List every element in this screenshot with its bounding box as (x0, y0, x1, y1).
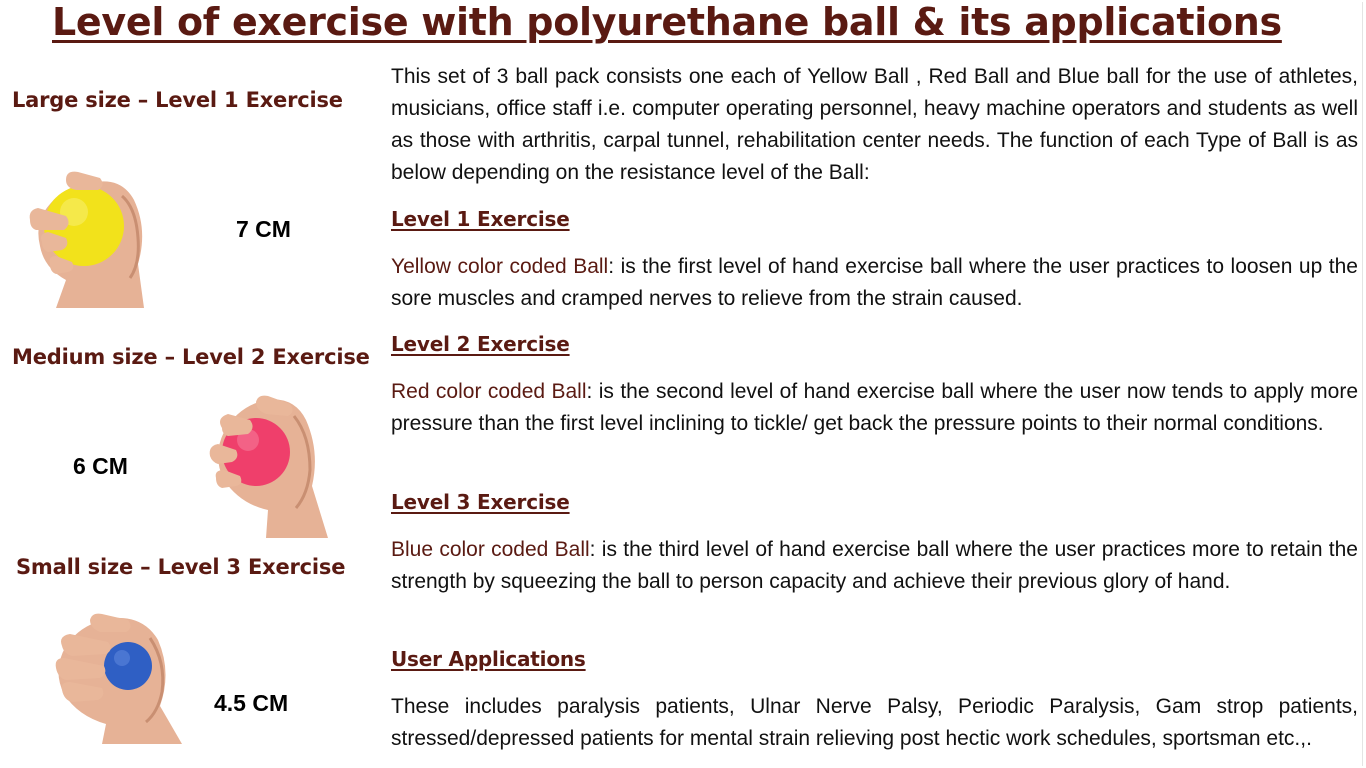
user-applications-heading: User Applications (391, 647, 586, 671)
blue-ball-hand-image (50, 612, 182, 749)
page-title: Level of exercise with polyurethane ball & its applications (52, 0, 1282, 44)
section-level-2-heading: Level 2 Exercise (391, 332, 570, 356)
red-ball-hand-image (206, 394, 328, 543)
blue-ball-lead: Blue color coded Ball (391, 538, 590, 561)
section-level-3-text (391, 534, 1358, 598)
yellow-ball-description: : is the first level of hand exercise ball where the user practices to loosen up the sore muscles and cramped nerves to relieve from the strain caused. (391, 255, 1358, 310)
intro-paragraph: This set of 3 ball pack consists one each of Yellow Ball , Red Ball and Blue ball for the use of athletes, musicians, office staff i.e. computer operating personnel, heavy machine operators and students as well as those with arthritis, carpal tunnel, rehabilitation center needs. The function of each Type of Ball is as below depending on the resistance level of the Ball: (391, 65, 1358, 184)
level-3-size-label: 4.5 CM (214, 690, 289, 716)
blue-ball-description: : is the third level of hand exercise ball where the user practices more to retain the strength by squeezing the ball to person capacity and achieve their previous glory of hand. (391, 538, 1358, 593)
yellow-ball-hand-image (26, 168, 148, 315)
level-2-size-label: 6 CM (73, 453, 128, 479)
right-divider (1362, 2, 1363, 766)
section-level-1-heading: Level 1 Exercise (391, 207, 570, 231)
user-applications-text: These includes paralysis patients, Ulnar Nerve Palsy, Periodic Paralysis, Gam strop patients, stressed/depressed patients for mental strain relieving post hectic work schedules, sportsman etc.,. (391, 695, 1358, 750)
level-1-size-label: 7 CM (236, 216, 291, 242)
level-1-heading: Large size – Level 1 Exercise (12, 88, 343, 112)
red-ball-lead: Red color coded Ball (391, 380, 587, 403)
level-3-heading: Small size – Level 3 Exercise (16, 555, 346, 579)
section-level-2-text (391, 376, 1358, 440)
red-ball-description: : is the second level of hand exercise ball where the user now tends to apply more pressure than the first level inclining to tickle/ get back the pressure points to their normal conditions. (391, 380, 1359, 435)
level-2-heading: Medium size – Level 2 Exercise (12, 345, 370, 369)
section-level-1-text (391, 251, 1358, 315)
yellow-ball-lead: Yellow color coded Ball (391, 255, 609, 278)
section-level-3-heading: Level 3 Exercise (391, 490, 570, 514)
